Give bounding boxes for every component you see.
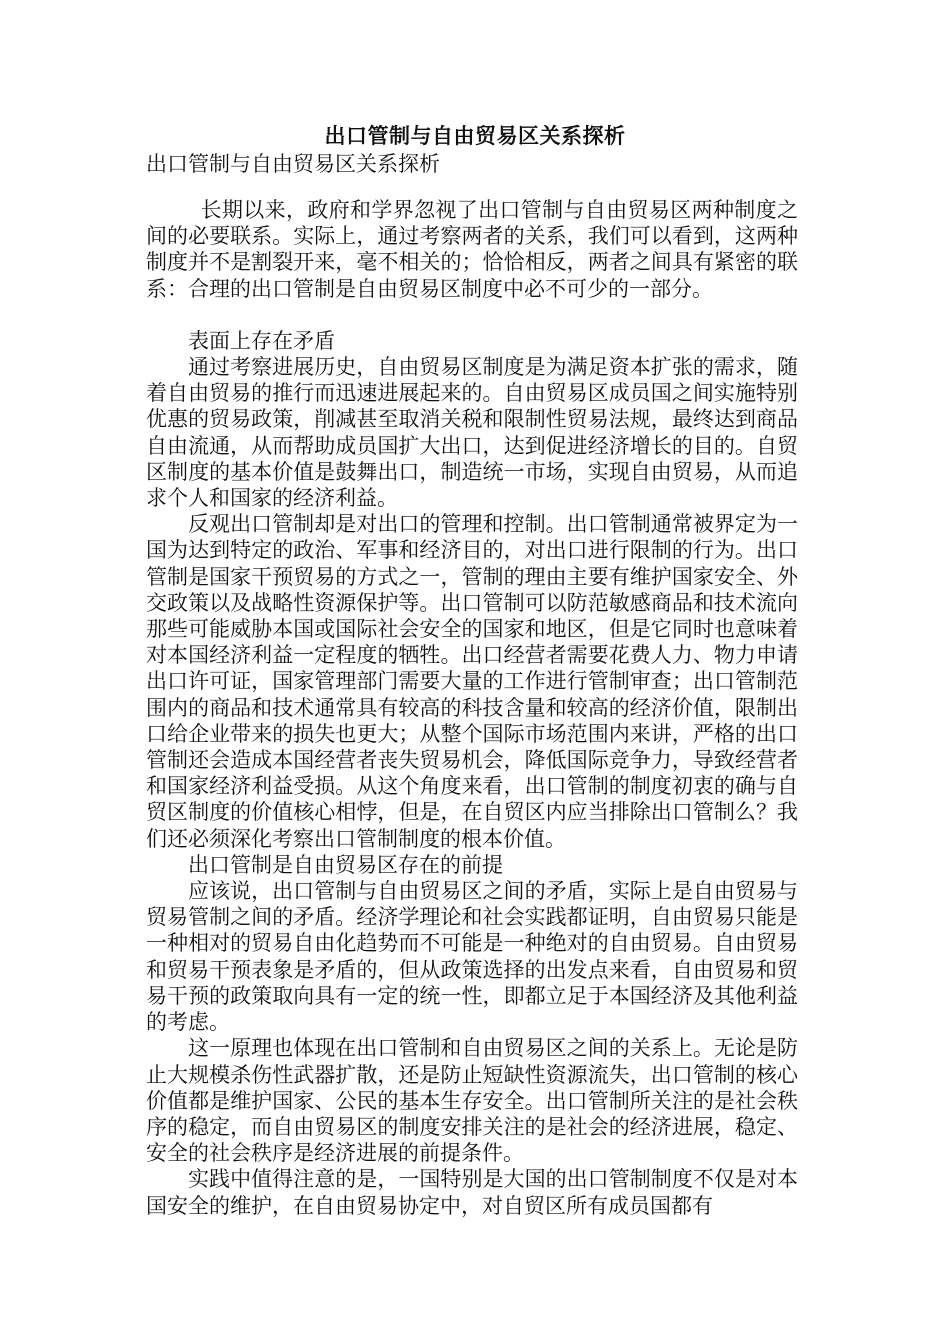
section2-paragraph-1: 应该说，出口管制与自由贸易区之间的矛盾，实际上是自由贸易与贸易管制之间的矛盾。经济学理论和社会实践都证明，自由贸易只能是一种相对的贸易自由化趋势而不可能是一种绝对的自由贸易。自由贸易和贸易干预表象是矛盾的，但从政策选择的出发点来看，自由贸易和贸易干预的政策取向具有一定的统一性，即都立足于本国经济及其他利益的考虑。 <box>146 879 798 1035</box>
section2-paragraph-2: 这一原理也体现在出口管制和自由贸易区之间的关系上。无论是防止大规模杀伤性武器扩散，还是防止短缺性资源流失，出口管制的核心价值都是维护国家、公民的基本生存安全。出口管制所关注的是社会秩序的稳定，而自由贸易区的制度安排关注的是社会的经济进展，稳定、安全的社会秩序是经济进展的前提条件。 <box>146 1036 798 1166</box>
document-body <box>146 197 798 1219</box>
section1-paragraph-1: 通过考察进展历史，自由贸易区制度是为满足资本扩张的需求，随着自由贸易的推行而迅速进展起来的。自由贸易区成员国之间实施特别优惠的贸易政策，削减甚至取消关税和限制性贸易法规，最终达到商品自由流通，从而帮助成员国扩大出口，达到促进经济增长的目的。自贸区制度的基本价值是鼓舞出口，制造统一市场，实现自由贸易，从而追求个人和国家的经济利益。 <box>146 355 798 511</box>
section-heading-2: 出口管制是自由贸易区存在的前提 <box>188 852 503 877</box>
section1-paragraph-2: 反观出口管制却是对出口的管理和控制。出口管制通常被界定为一国为达到特定的政治、军事和经济目的，对出口进行限制的行为。出口管制是国家干预贸易的方式之一，管制的理由主要有维护国家安全、外交政策以及战略性资源保护等。出口管制可以防范敏感商品和技术流向那些可能威胁本国或国际社会安全的国家和地区，但是它同时也意味着对本国经济利益一定程度的牺牲。出口经营者需要花费人力、物力申请出口许可证，国家管理部门需要大量的工作进行管制审查；出口管制范围内的商品和技术通常具有较高的科技含量和较高的经济价值，限制出口给企业带来的损失也更大；从整个国际市场范围内来讲，严格的出口管制还会造成本国经营者丧失贸易机会，降低国际竞争力，导致经营者和国家经济利益受损。从这个角度来看，出口管制的制度初衷的确与自贸区制度的价值核心相悖，但是，在自贸区内应当排除出口管制么？我们还必须深化考察出口管制制度的根本价值。 <box>146 512 798 851</box>
section2-paragraph-3: 实践中值得注意的是，一国特别是大国的出口管制制度不仅是对本国安全的维护，在自由贸易协定中，对自贸区所有成员国都有 <box>146 1167 798 1218</box>
intro-paragraph: 长期以来，政府和学界忽视了出口管制与自由贸易区两种制度之间的必要联系。实际上，通过考察两者的关系，我们可以看到，这两种制度并不是割裂开来，毫不相关的；恰恰相反，两者之间具有紧密的联系：合理的出口管制是自由贸易区制度中必不可少的一部分。 <box>146 198 798 301</box>
document-title: 出口管制与自由贸易区关系探析 <box>324 123 626 148</box>
paragraph-spacer <box>146 302 798 328</box>
section-heading-1: 表面上存在矛盾 <box>188 328 335 353</box>
document-subtitle: 出口管制与自由贸易区关系探析 <box>146 152 440 176</box>
